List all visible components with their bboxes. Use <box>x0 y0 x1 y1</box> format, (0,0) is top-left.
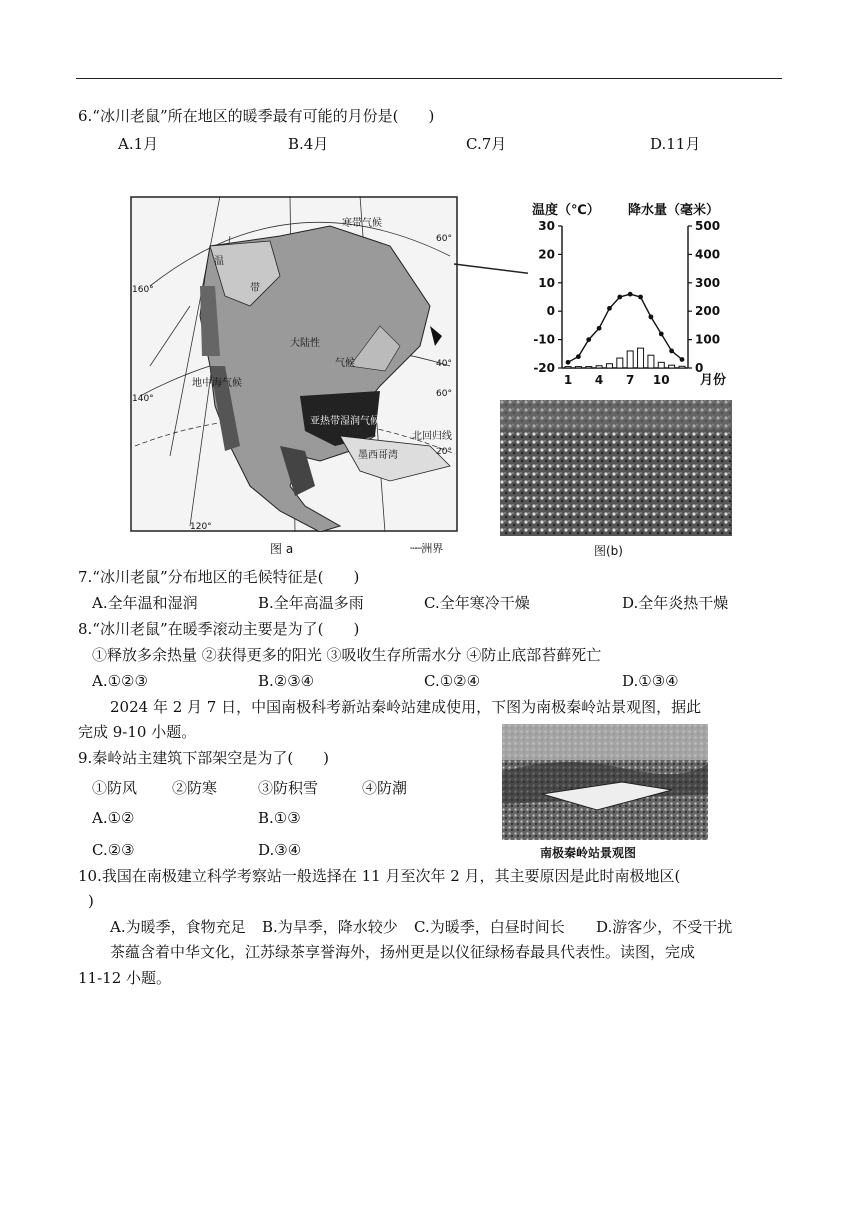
map-label-lat60b: 60° <box>436 389 452 399</box>
q9-stem: 9.秦岭站主建筑下部架空是为了( ) <box>78 749 330 767</box>
month-tick-label: 1 <box>563 373 573 387</box>
temp-point <box>617 295 622 300</box>
passage1-line1: 2024 年 2 月 7 日，中国南极科考新站秦岭站建成使用，下图为南极秦岭站景观图，据此 <box>110 698 702 716</box>
figure-b-caption: 图(b) <box>594 544 623 558</box>
q7-stem: 7.“冰川老鼠”分布地区的毛候特征是( ) <box>78 568 360 586</box>
temp-tick-label: -10 <box>533 332 555 347</box>
precip-bar <box>627 351 633 368</box>
temp-point <box>659 332 664 337</box>
q7-option-d[interactable]: D.全年炎热干燥 <box>622 594 729 612</box>
precip-tick-label: 100 <box>695 332 721 347</box>
month-tick-label: 7 <box>626 373 635 387</box>
q6-option-c[interactable]: C.7月 <box>466 135 507 153</box>
figure-a-legend: ┄┄洲界 <box>410 542 444 555</box>
q9-item-3: ③防积雪 <box>258 779 319 797</box>
map-label-lat60: 60° <box>436 234 452 244</box>
precip-bar <box>648 355 654 368</box>
q6-option-d[interactable]: D.11月 <box>650 135 701 153</box>
map-label-continental: 大陆性 <box>290 338 320 349</box>
temp-tick-label: 10 <box>538 275 555 290</box>
precip-bar <box>586 367 592 368</box>
map-label-med: 地中海气候 <box>192 378 242 389</box>
q7-option-b[interactable]: B.全年高温多雨 <box>258 594 364 612</box>
q6-option-a[interactable]: A.1月 <box>118 135 159 153</box>
passage1-line2: 完成 9-10 小题。 <box>78 723 197 741</box>
temp-point <box>566 360 571 365</box>
temp-tick-label: -20 <box>533 361 555 375</box>
qinling-station-photo <box>502 724 708 840</box>
header-rule <box>76 78 782 79</box>
temp-point <box>680 357 685 362</box>
chart-month-label: 月份 <box>700 373 727 388</box>
precip-tick-label: 0 <box>695 361 704 375</box>
precip-tick-label: 300 <box>695 275 721 290</box>
q10-stem-end: ) <box>88 892 94 910</box>
q9-option-b[interactable]: B.①③ <box>258 809 301 827</box>
q9-item-4: ④防潮 <box>362 779 408 797</box>
precip-tick-label: 500 <box>695 219 721 233</box>
figure-a-caption: 图 a <box>270 542 294 556</box>
north-america-climate-map <box>130 196 458 532</box>
temp-point <box>649 314 654 319</box>
q10-option-d[interactable]: D.游客少，不受干扰 <box>596 918 733 936</box>
q8-option-a[interactable]: A.①②③ <box>92 672 148 690</box>
precip-bar <box>575 367 581 368</box>
q9-option-d[interactable]: D.③④ <box>258 841 302 859</box>
q6-option-b[interactable]: B.4月 <box>288 135 329 153</box>
q9-option-c[interactable]: C.②③ <box>92 841 135 859</box>
map-label-lon160: 160° <box>132 285 154 295</box>
map-label-warm: 温 <box>214 256 224 267</box>
temp-tick-label: 20 <box>538 247 555 262</box>
temp-tick-label: 0 <box>546 304 555 319</box>
q9-option-a[interactable]: A.①② <box>92 809 135 827</box>
q10-option-c[interactable]: C.为暖季，白昼时间长 <box>414 918 565 936</box>
map-label-lat40: 40° <box>436 359 452 369</box>
map-label-climate: 气候 <box>335 358 355 369</box>
q7-option-a[interactable]: A.全年温和湿润 <box>92 594 198 612</box>
precip-tick-label: 400 <box>695 247 721 262</box>
q6-stem: 6.“冰川老鼠”所在地区的暖季最有可能的月份是( ) <box>78 107 435 125</box>
temp-point <box>669 349 674 354</box>
climate-chart-svg <box>528 196 738 388</box>
passage2-line1: 茶蕴含着中华文化，江苏绿茶享誉海外，扬州更是以仪征绿杨春最具代表性。读图，完成 <box>110 943 696 961</box>
map-label-tropic: 北回归线 <box>412 431 452 442</box>
q10-option-b[interactable]: B.为旱季，降水较少 <box>262 918 398 936</box>
temp-point <box>597 326 602 331</box>
q8-option-c[interactable]: C.①②④ <box>424 672 481 690</box>
q8-option-b[interactable]: B.②③④ <box>258 672 315 690</box>
precip-tick-label: 200 <box>695 304 721 319</box>
precip-bar <box>596 366 602 368</box>
precip-bar <box>638 348 644 368</box>
station-photo-caption: 南极秦岭站景观图 <box>540 846 637 860</box>
chart-temp-label: 温度（℃） <box>532 203 600 218</box>
q10-stem: 10.我国在南极建立科学考察站一般选择在 11 月至次年 2 月，其主要原因是此时南极地区( <box>78 867 681 885</box>
precip-bar <box>658 362 664 368</box>
q9-item-1: ①防风 <box>92 779 138 797</box>
precip-bar <box>669 365 675 368</box>
chart-precip-label: 降水量（毫米） <box>628 203 720 218</box>
precip-bar <box>617 358 623 368</box>
temp-tick-label: 30 <box>538 219 555 233</box>
map-label-lon120: 120° <box>190 522 212 532</box>
climate-chart <box>528 196 738 388</box>
precip-bar <box>679 366 685 368</box>
q7-option-c[interactable]: C.全年寒冷干燥 <box>424 594 530 612</box>
temp-point <box>628 292 633 297</box>
passage2-line2: 11-12 小题。 <box>78 969 172 987</box>
temp-point <box>638 295 643 300</box>
temp-point <box>607 306 612 311</box>
precip-bar <box>565 367 571 368</box>
q8-items: ①释放多余热量 ②获得更多的阳光 ③吸收生存所需水分 ④防止底部苔藓死亡 <box>92 646 602 664</box>
map-label-subtropical: 亚热带湿润气候 <box>310 416 380 427</box>
temp-line <box>568 294 682 362</box>
map-label-gulf: 墨西哥湾 <box>358 450 398 461</box>
month-tick-label: 4 <box>594 373 604 387</box>
q9-item-2: ②防寒 <box>172 779 218 797</box>
q10-option-a[interactable]: A.为暖季，食物充足 <box>110 918 246 936</box>
temp-point <box>586 337 591 342</box>
q8-option-d[interactable]: D.①③④ <box>622 672 679 690</box>
month-tick-label: 10 <box>652 373 670 387</box>
map-label-lat20: 20° <box>436 447 452 457</box>
map-label-polar: 寒带气候 <box>342 218 382 229</box>
map-label-band: 带 <box>250 283 260 294</box>
q8-stem: 8.“冰川老鼠”在暖季滚动主要是为了( ) <box>78 620 360 638</box>
temp-point <box>576 354 581 359</box>
tundra-photo <box>500 400 732 536</box>
precip-bar <box>606 364 612 368</box>
map-label-lon140: 140° <box>132 394 154 404</box>
